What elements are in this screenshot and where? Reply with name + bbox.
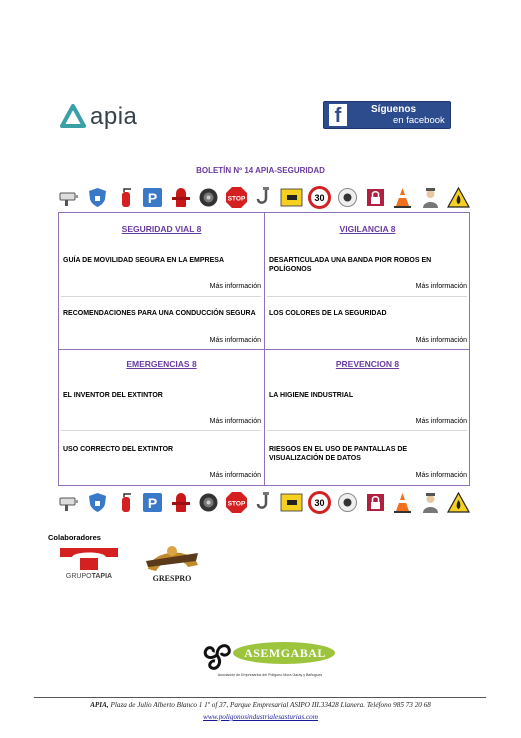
surveillance-sign-icon (280, 186, 303, 209)
section-title-prevencion[interactable]: PREVENCION 8 (335, 359, 400, 369)
apia-logo[interactable] (60, 100, 150, 134)
article-title: DESARTICULADA UNA BANDA PIOR ROBOS EN POLÍGONOS (269, 257, 432, 273)
cctv-camera-icon (58, 186, 81, 209)
padlock-icon (364, 186, 387, 209)
facebook-icon: f (329, 104, 347, 126)
article-title: LA HIGIENE INDUSTRIAL (269, 392, 354, 399)
more-info-link[interactable]: Más información (415, 472, 467, 479)
triskelion-icon (197, 637, 237, 673)
footer-divider (34, 697, 486, 698)
fire-extinguisher-icon (114, 186, 137, 209)
more-info-link[interactable]: Más información (209, 418, 261, 425)
section-title-seguridad-vial[interactable]: SEGURIDAD VIAL 8 (121, 224, 202, 234)
bulletin-title: BOLETÍN Nº 14 APIA-SEGURIDAD (196, 166, 325, 175)
hook-icon (252, 186, 275, 209)
grupotapia-logo[interactable] (58, 545, 120, 585)
footer-address (0, 701, 521, 709)
section-title-emergencias[interactable]: EMERGENCIAS 8 (126, 359, 197, 369)
facebook-follow-line2: en facebook (393, 115, 445, 126)
article-separator (61, 296, 261, 297)
article-separator (61, 430, 261, 431)
fire-hydrant-icon (169, 186, 192, 209)
shield-lock-icon (86, 186, 109, 209)
more-info-link[interactable]: Más información (415, 337, 467, 344)
fire-warning-icon (447, 491, 470, 514)
more-info-link[interactable]: Más información (415, 418, 467, 425)
grid-row-divider (59, 349, 469, 350)
svg-text:STOP: STOP (227, 500, 245, 507)
fire-warning-icon (447, 186, 470, 209)
stop-sign-icon (225, 186, 248, 209)
svg-text:30: 30 (314, 192, 325, 203)
surveillance-sign-icon (280, 491, 303, 514)
article-title: USO CORRECTO DEL EXTINTOR (63, 446, 174, 453)
safety-icon-strip-top (58, 183, 470, 211)
news-grid (58, 212, 470, 486)
shield-lock-icon (86, 491, 109, 514)
grespro-name: GRESPRO (152, 574, 192, 583)
camera-lens-icon (197, 491, 220, 514)
grupotapia-arch-icon (58, 545, 120, 573)
more-info-link[interactable]: Más información (415, 283, 467, 290)
security-guard-icon (419, 186, 442, 209)
grespro-emblem-icon (142, 543, 202, 575)
article-separator (267, 296, 467, 297)
svg-text:STOP: STOP (227, 195, 245, 202)
speed-limit-icon (308, 491, 331, 514)
stop-sign-icon (225, 491, 248, 514)
collaborators-label: Colaboradores (48, 533, 101, 542)
traffic-cone-icon (391, 186, 414, 209)
fire-hydrant-icon (169, 491, 192, 514)
more-info-link[interactable]: Más información (209, 472, 261, 479)
camera-lens-icon (197, 186, 220, 209)
more-info-link[interactable]: Más información (209, 337, 261, 344)
article-title: EL INVENTOR DEL EXTINTOR (63, 392, 163, 399)
website-link[interactable]: www.poligonosindustrialesasturias.com (203, 713, 318, 721)
safety-icon-strip-bottom (58, 488, 470, 516)
svg-text:30: 30 (314, 497, 325, 508)
grupotapia-prefix: GRUPO (65, 573, 92, 580)
hook-icon (252, 491, 275, 514)
parking-sign-icon (141, 491, 164, 514)
cctv-camera-icon (58, 491, 81, 514)
cctv-dome-icon (336, 491, 359, 514)
asemgabal-logo[interactable] (195, 637, 345, 679)
padlock-icon (364, 491, 387, 514)
article-separator (267, 430, 467, 431)
article-title: GUÍA DE MOVILIDAD SEGURA EN LA EMPRESA (63, 257, 225, 264)
speed-limit-icon (308, 186, 331, 209)
grespro-logo[interactable] (142, 543, 202, 585)
more-info-link[interactable]: Más información (209, 283, 261, 290)
svg-text:P: P (148, 189, 158, 206)
security-guard-icon (419, 491, 442, 514)
footer-address-text: Plaza de Julio Alberto Blanco 1 1º of 37, Parque Empresarial ASIPO III.33428 Llanera. Teléfono 985 73 20 68 (108, 701, 431, 709)
cctv-dome-icon (336, 186, 359, 209)
apia-logo-text: apia (90, 103, 138, 130)
facebook-follow-button[interactable] (323, 101, 451, 129)
article-title: RECOMENDACIONES PARA UNA CONDUCCIÓN SEGURA (63, 310, 256, 317)
traffic-cone-icon (391, 491, 414, 514)
fire-extinguisher-icon (114, 491, 137, 514)
section-title-vigilancia[interactable]: VIGILANCIA 8 (339, 224, 396, 234)
article-title: LOS COLORES DE LA SEGURIDAD (269, 310, 387, 317)
footer-org: APIA, (90, 701, 109, 709)
grupotapia-bold: TAPIA (91, 573, 113, 580)
asemgabal-name: ASEMGABAL (244, 646, 326, 660)
apia-triangle-icon (60, 104, 86, 130)
parking-sign-icon (141, 186, 164, 209)
article-title: RIESGOS EN EL USO DE PANTALLAS DE VISUALIZACIÓN DE DATOS (269, 446, 408, 462)
facebook-follow-line1: Síguenos (371, 104, 417, 115)
svg-text:P: P (148, 494, 158, 511)
asemgabal-tagline: Asociación de Empresarios del Polígono Mora Garay y Bañugues (217, 673, 323, 677)
